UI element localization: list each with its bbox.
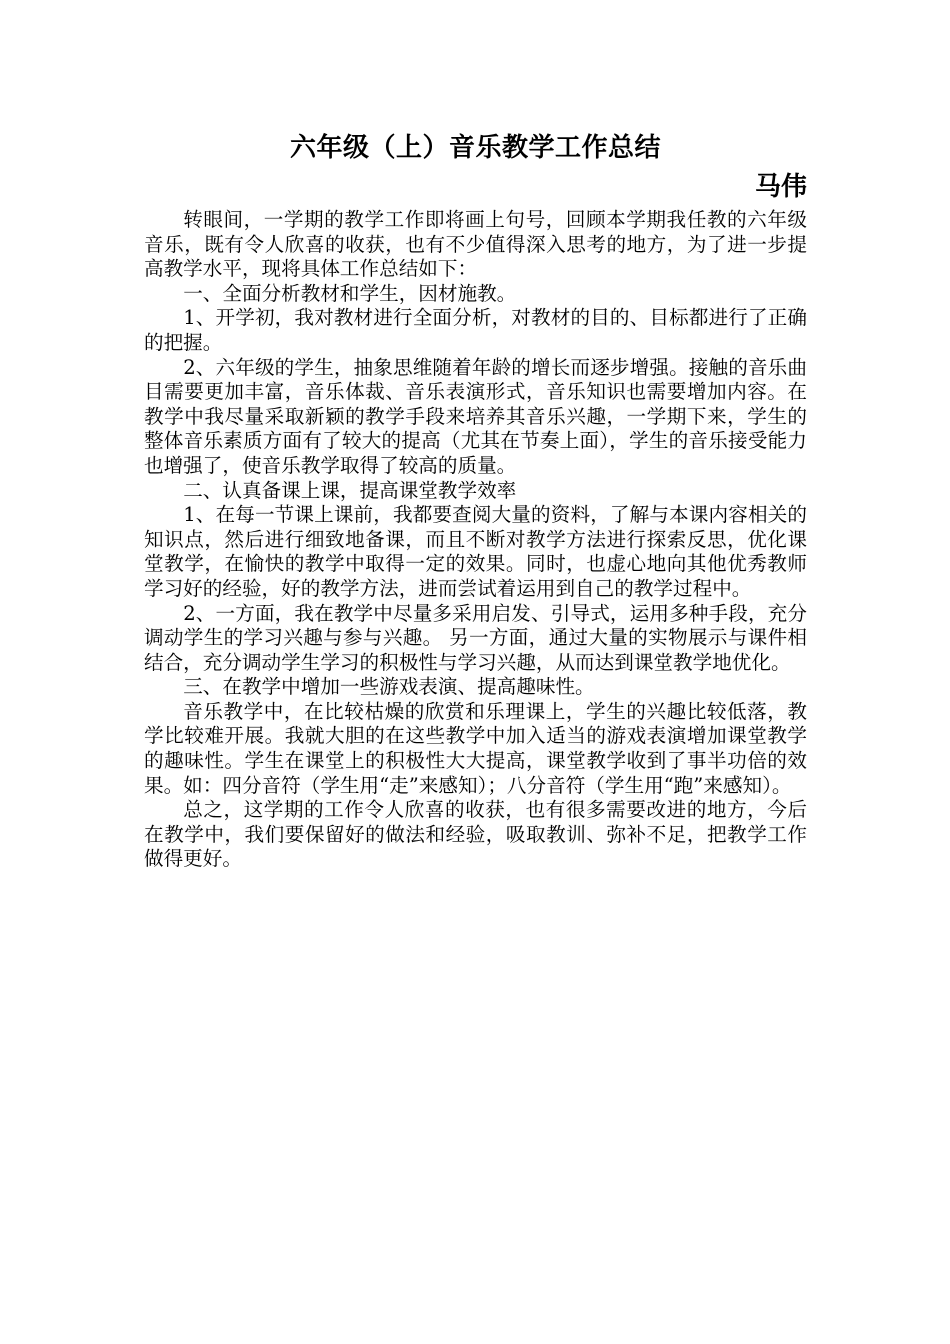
paragraph-3-1: 音乐教学中，在比较枯燥的欣赏和乐理课上，学生的兴趣比较低落，教学比较难开展。我就大胆的在这些教学中加入适当的游戏表演增加课堂教学的趣味性。学生在课堂上的积极性大大提高，课堂教学收到了事半功倍的效果。如：四分音符（学生用“走”来感知）；八分音符（学生用“跑”来感知）。 xyxy=(144,699,807,797)
paragraph-2-2: 2、一方面，我在教学中尽量多采用启发、引导式，运用多种手段，充分调动学生的学习兴趣与参与兴趣。 另一方面，通过大量的实物展示与课件相结合，充分调动学生学习的积极性与学习兴趣，从而达到课堂教学地优化。 xyxy=(144,601,807,674)
paragraph-1-1: 1、开学初，我对教材进行全面分析，对教材的目的、目标都进行了正确的把握。 xyxy=(144,306,807,354)
document-page xyxy=(144,128,807,872)
paragraph-1-2: 2、六年级的学生，抽象思维随着年龄的增长而逐步增强。接触的音乐曲目需要更加丰富，音乐体裁、音乐表演形式，音乐知识也需要增加内容。在教学中我尽量采取新颖的教学手段来培养其音乐兴趣，一学期下来，学生的整体音乐素质方面有了较大的提高（尤其在节奏上面），学生的音乐接受能力也增强了，使音乐教学取得了较高的质量。 xyxy=(144,355,807,477)
section-heading-3: 三、在教学中增加一些游戏表演、提高趣味性。 xyxy=(183,675,595,699)
document-author: 马伟 xyxy=(754,172,807,202)
paragraph-intro: 转眼间，一学期的教学工作即将画上句号，回顾本学期我任教的六年级音乐，既有令人欣喜的收获，也有不少值得深入思考的地方，为了进一步提高教学水平，现将具体工作总结如下： xyxy=(144,208,807,281)
section-heading-1: 一、全面分析教材和学生，因材施教。 xyxy=(183,281,517,305)
paragraph-2-1: 1、在每一节课上课前，我都要查阅大量的资料，了解与本课内容相关的知识点，然后进行细致地备课，而且不断对教学方法进行探索反思，优化课堂教学，在愉快的教学中取得一定的效果。同时，也虚心地向其他优秀教师学习好的经验，好的教学方法，进而尝试着运用到自己的教学过程中。 xyxy=(144,503,807,600)
paragraph-conclusion: 总之，这学期的工作令人欣喜的收获，也有很多需要改进的地方，今后在教学中，我们要保留好的做法和经验，吸取教训、弥补不足，把教学工作做得更好。 xyxy=(144,798,807,871)
document-title: 六年级（上）音乐教学工作总结 xyxy=(289,133,661,163)
section-heading-2: 二、认真备课上课，提高课堂教学效率 xyxy=(183,478,517,502)
